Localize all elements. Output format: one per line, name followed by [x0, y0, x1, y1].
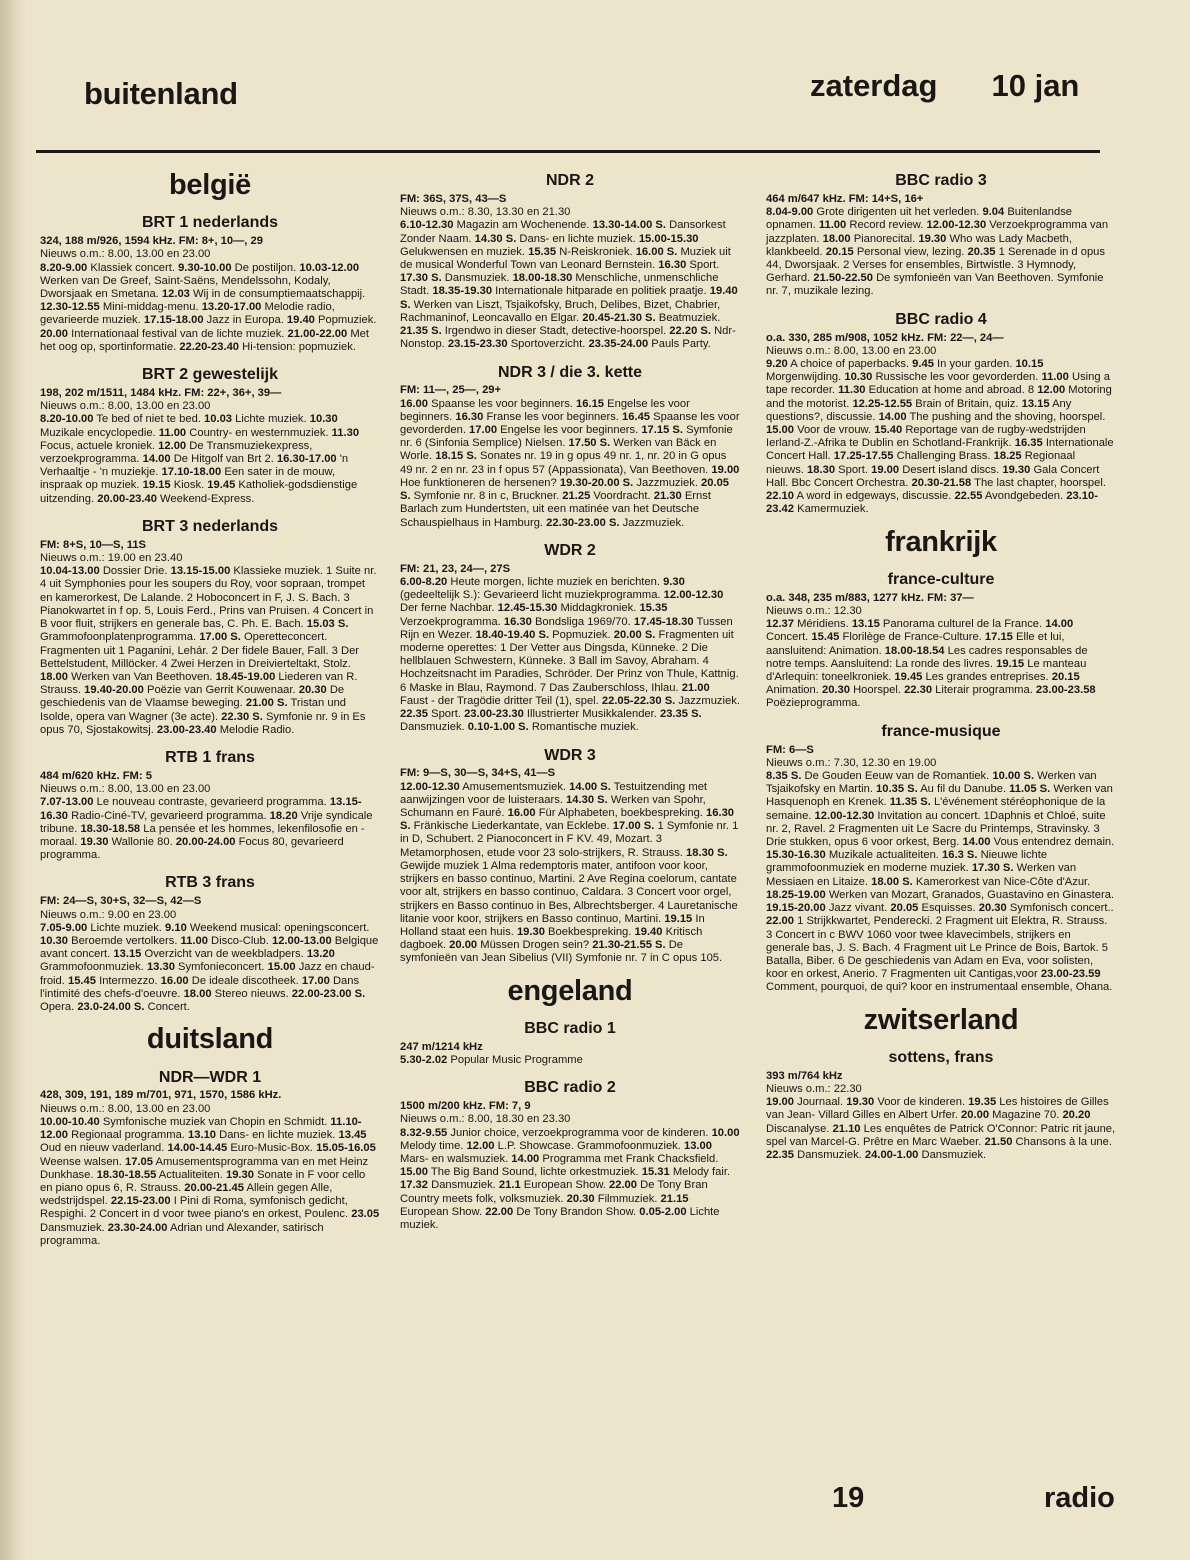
page-edge-shadow — [0, 0, 26, 1560]
news-times: Nieuws o.m.: 8.00, 13.00 en 23.00 — [40, 783, 211, 796]
station-heading: NDR—WDR 1 — [158, 1068, 262, 1086]
country-heading: belgië — [169, 169, 251, 201]
station-heading: sottens, frans — [888, 1048, 994, 1066]
frequency-line: 393 m/764 kHz — [766, 1069, 843, 1082]
programme-listing: 8.20-9.00 Klassiek concert. 9.30-10.00 De postiljon. 10.03-12.00 Werken van De Greef, Saint-Saëns, Mendelssohn, Kodaly, Dworsjaak en Smetana. 12.03 Wij in de consumptiemaatschappij. 12.30-12.55 Mini-middag-menu. 13.20-17.00 Melodie radio, gevarieerde muziek. 17.15-18.00 Jazz in Europa. 19.40 Popmuziek. 20.00 Internationaal festival van de lichte muziek. 21.00-22.00 Met het oog op, sportinformatie. 22.20-23.40 Hi-tension: popmuziek. — [40, 261, 377, 353]
frequency-line: 1500 m/200 kHz. FM: 7, 9 — [400, 1100, 531, 1113]
news-times: Nieuws o.m.: 8.00, 13.00 en 23.00 — [766, 344, 937, 357]
station-heading: BRT 2 gewestelijk — [141, 366, 279, 384]
frequency-line: FM: 24—S, 30+S, 32—S, 42—S — [40, 895, 202, 908]
programme-listing: 10.00-10.40 Symfonische muziek van Chopin en Schmidt. 11.10-12.00 Regionaal programma. 13.10 Dans- en lichte muziek. 13.45 Oud en nieuw vaderland. 14.00-14.45 Euro-Music-Box. 15.05-16.05 Weense walsen. 17.05 Amusementsprogramma van en met Heinz Dunkhase. 18.30-18.55 Actualiteiten. 19.30 Sonate in F voor cello en piano opus 6, R. Strauss. 20.00-21.45 Allein gegen Alle, wedstrijdspel. 22.15-23.00 I Pini di Roma, symfonisch gedicht, Respighi. 2 Concert in d voor twee piano's en orkest, Poulenc. 23.05 Dansmuziek. 23.30-24.00 Adrian und Alexander, satirisch programma. — [40, 1115, 380, 1247]
programme-listing: 16.00 Spaanse les voor beginners. 16.15 Engelse les voor beginners. 16.30 Franse les voor beginners. 16.45 Spaanse les voor gevorderden. 17.00 Engelse les voor beginners. 17.15 S. Symfonie nr. 6 (Sinfonia Semplice) Nielsen. 17.50 S. Werken van Bäck en Worle. 18.15 S. Sonates nr. 19 in g opus 49 nr. 1, nr. 20 in G opus 49 nr. 2 en nr. 23 in f opus 57 (Appassionata), Van Beethoven. 19.00 Hoe funktioneren de hersenen? 19.30-20.00 S. Jazzmuziek. 20.05 S. Symfonie nr. 8 in c, Bruckner. 21.25 Voordracht. 21.30 Ernst Barlach zum Hundertsten, uit een matinée van het Deutsche Schauspielhaus in Hamburg. 22.30-23.00 S. Jazzmuziek. — [400, 397, 740, 529]
programme-listing: 5.30-2.02 Popular Music Programme — [400, 1053, 583, 1066]
footer-label: radio — [1044, 1482, 1115, 1514]
programme-listing: 8.20-10.00 Te bed of niet te bed. 10.03 Lichte muziek. 10.30 Muzikale encyclopedie. 11.00 Country- en westernmuziek. 11.30 Focus, actuele kroniek. 12.00 De Transmuziekexpress, verzoekprogramma. 14.00 De Hitgolf van Brt 2. 16.30-17.00 'n Verhaaltje - 'n muziekje. 17.10-18.00 Een sater in de mouw, inspraak op muziek. 19.15 Kiosk. 19.45 Katholiek-godsdienstige uitzending. 20.00-23.40 Weekend-Express. — [40, 413, 360, 505]
station-heading: BBC radio 1 — [524, 1019, 616, 1037]
frequency-line: 247 m/1214 kHz — [400, 1040, 483, 1053]
station-heading: WDR 3 — [544, 746, 596, 764]
news-times: Nieuws o.m.: 8.30, 13.30 en 21.30 — [400, 206, 571, 219]
station-heading: BBC radio 4 — [895, 310, 987, 328]
news-times: Nieuws o.m.: 8.00, 13.00 en 23.00 — [40, 1102, 211, 1115]
programme-listing: 12.37 Méridiens. 13.15 Panorama culturel de la France. 14.00 Concert. 15.45 Florilège de France-Culture. 17.15 Elle et lui, aansluitend: Animation. 18.00-18.54 Les cadres responsables de notre temps. Aansluitend: La ronde des livres. 19.15 Le manteau d'Arlequin: toneelkroniek. 19.45 Les grandes entreprises. 20.15 Animation. 20.30 Hoorspel. 22.30 Literair programma. 23.00-23.58 Poëzieprogramma. — [766, 618, 1096, 710]
programme-listing: 8.04-9.00 Grote dirigenten uit het verleden. 9.04 Buitenlandse opnamen. 11.00 Record review. 12.00-12.30 Verzoekprogramma van jazzplaten. 18.00 Pianorecital. 19.30 Who was Lady Macbeth, klankbeeld. 20.15 Personal view, lezing. 20.35 1 Serenade in d opus 44, Dworsjaak. 2 Verses for ensembles, Birtwistle. 3 Hymnody, Gerhard. 21.50-22.50 De symfonieën van Van Beethoven. Symfonie nr. 7, muzikale lezing. — [766, 206, 1109, 298]
news-times: Nieuws o.m.: 12.30 — [766, 604, 862, 617]
frequency-line: FM: 6—S — [766, 743, 814, 756]
column-2 — [400, 160, 740, 1232]
date-label: 10 jan — [991, 68, 1080, 103]
station-heading: RTB 1 frans — [165, 749, 255, 767]
frequency-line: o.a. 330, 285 m/908, 1052 kHz. FM: 22—, 24— — [766, 331, 1004, 344]
programme-listing: 7.07-13.00 Le nouveau contraste, gevarieerd programma. 13.15-16.30 Radio-Ciné-TV, gevarieerd programma. 18.20 Vrije syndicale tribune. 18.30-18.58 La pensée et les hommes, lekenfilosofie en -moraal. 19.30 Wallonie 80. 20.00-24.00 Focus 80, gevarieerd programma. — [40, 796, 373, 862]
news-times: Nieuws o.m.: 8.00, 13.00 en 23.00 — [40, 248, 211, 261]
header-rule — [36, 150, 1100, 153]
date-header — [810, 68, 1079, 104]
programme-listing: 10.04-13.00 Dossier Drie. 13.15-15.00 Klassieke muziek. 1 Suite nr. 4 uit Symphonies pour les soupers du Roy, voor sopraan, trompet en kamerorkest, De Lalande. 2 Hoboconcert in F, J. S. Bach. 3 Pianokwartet in f op. 5, Louis Ferd., Prins van Pruisen. 4 Concert in B voor fluit, strijkers en generale bas, C. Ph. E. Bach. 15.03 S. Grammofoonplatenprogramma. 17.00 S. Operetteconcert. Fragmenten uit 1 Paganini, Lehár. 2 Der fidele Bauer, Fall. 3 Der Bettelstudent, Millöcker. 4 Zwei Herzen in Dreivierteltakt, Stolz. 18.00 Werken van Van Beethoven. 18.45-19.00 Liederen van R. Strauss. 19.40-20.00 Poëzie van Gerrit Kouwenaar. 20.30 De geschiedenis van de Vlaamse beweging. 21.00 S. Tristan und Isolde, opera van Wagner (3e acte). 22.30 S. Symfonie nr. 9 in Es opus 70, Sjostakowitsj. 23.00-23.40 Melodie Radio. — [40, 565, 377, 736]
news-times: Nieuws o.m.: 19.00 en 23.40 — [40, 552, 183, 564]
programme-listing: 7.05-9.00 Lichte muziek. 9.10 Weekend musical: openingsconcert. 10.30 Beroemde vertolkers. 11.00 Disco-Club. 12.00-13.00 Belgique avant concert. 13.15 Overzicht van de weekbladpers. 13.20 Grammofoonmuziek. 13.30 Symfonieconcert. 15.00 Jazz en chaud-froid. 15.45 Intermezzo. 16.00 De ideale discotheek. 17.00 Dans l'intimité des chefs-d'oeuvre. 18.00 Stereo nieuws. 22.00-23.00 S. Opera. 23.0-24.00 S. Concert. — [40, 921, 379, 1014]
section-title: buitenland — [84, 76, 238, 111]
news-times: Nieuws o.m.: 8.00, 18.30 en 23.30 — [400, 1113, 571, 1126]
page-number: 19 — [832, 1482, 865, 1514]
frequency-line: o.a. 348, 235 m/883, 1277 kHz. FM: 37— — [766, 591, 974, 604]
news-times: Nieuws o.m.: 8.00, 13.00 en 23.00 — [40, 400, 211, 413]
station-heading: BRT 3 nederlands — [141, 517, 279, 535]
station-heading: NDR 3 / die 3. kette — [497, 363, 643, 381]
station-heading: france-musique — [881, 722, 1001, 740]
programme-listing: 6.00-8.20 Heute morgen, lichte muziek en berichten. 9.30 (gedeeltelijk S.): Gevarieerd licht muziekprogramma. 12.00-12.30 Der ferne Nachbar. 12.45-15.30 Middagkroniek. 15.35 Verzoekprogramma. 16.30 Bondsliga 1969/70. 17.45-18.30 Tussen Rijn en Wezer. 18.40-19.40 S. Popmuziek. 20.00 S. Fragmenten uit moderne operettes: 1 Der Vetter aus Dingsda, Künneke. 2 Die hellblauen Schwestern, Künneke. 3 Ball im Savoy, Abraham. 4 Hochzeitsnacht im Paradies, Schröder. Der Prinz von Thule, Kattnig. 6 Maske in Blau, Raymond. 7 Das Zauberschloss, Ihlau. 21.00 Faust - der Tragödie dritter Teil (1), spel. 22.05-22.30 S. Jazzmuziek. 22.35 Sport. 23.00-23.30 Illustrierter Musikkalender. 23.35 S. Dansmuziek. 0.10-1.00 S. Romantische muziek. — [400, 575, 740, 734]
station-heading: WDR 2 — [544, 541, 596, 559]
frequency-line: 198, 202 m/1511, 1484 kHz. FM: 22+, 36+, 39— — [40, 386, 282, 399]
country-heading: zwitserland — [863, 1003, 1019, 1036]
programme-listing: 12.00-12.30 Amusementsmuziek. 14.00 S. Testuitzending met aanwijzingen voor de luisteraars. 14.30 S. Werken van Spohr, Schumann en Fauré. 16.00 Für Alphabeten, boekbespreking. 16.30 S. Fränkische Liederkantate, van Ecklebe. 17.00 S. 1 Symfonie nr. 1 in D, Schubert. 2 Pianoconcert in F KV. 49, Mozart. 3 Metamorphosen, etude voor 23 solo-strijkers, R. Strauss. 18.30 S. Gewijde muziek 1 Alma redemptoris mater, antifoon voor koor, strijkers en basso continuo, Martini. 2 Ave Regina coelorum, cantate voor alt, strijkers en basso continuo, Caldara. 3 Concert voor orgel, strijkers en Basso continuo in Bes, Albrechtsberger. 4 Lauretanische litanie voor koor, strijkers en Basso continuo, Martini. 19.15 In Holland staat een huis. 19.30 Boekbespreking. 19.40 Kritisch dagboek. 20.00 Müssen Drogen sein? 21.30-21.55 S. De symfonieën van Jean Sibelius (VII) Symfonie nr. 7 in C opus 105. — [400, 780, 739, 965]
news-times: Nieuws o.m.: 22.30 — [766, 1082, 862, 1095]
station-heading: france-culture — [887, 570, 995, 588]
station-heading: RTB 3 frans — [165, 874, 255, 892]
programme-listing: 8.32-9.55 Junior choice, verzoekprogramma voor de kinderen. 10.00 Melody time. 12.00 L.P. Showcase. Grammofoonmuziek. 13.00 Mars- en walsmuziek. 14.00 Programma met Frank Chacksfield. 15.00 The Big Band Sound, lichte orkestmuziek. 15.31 Melody fair. 17.32 Dansmuziek. 21.1 European Show. 22.00 De Tony Bran Country meets folk, volksmuziek. 20.30 Filmmuziek. 21.15 European Show. 22.00 De Tony Brandon Show. 0.05-2.00 Lichte muziek. — [400, 1126, 740, 1232]
country-heading: duitsland — [146, 1023, 274, 1056]
frequency-line: FM: 36S, 37S, 43—S — [400, 192, 507, 205]
programme-listing: 9.20 A choice of paperbacks. 9.45 In your garden. 10.15 Morgenwijding. 10.30 Russische les voor gevorderden. 11.00 Using a tape recorder. 11.30 Education at home and abroad. 8 12.00 Motoring and the motorist. 12.25-12.55 Brain of Britain, quiz. 13.15 Any questions?, discussie. 14.00 The pushing and the shoving, hoorspel. 15.00 Voor de vrouw. 15.40 Reportage van de rugby-wedstrijden Ierland-Z.-Afrika te Dublin en Schotland-Frankrijk. 16.35 Internationale Concert Hall. 17.25-17.55 Challenging Brass. 18.25 Regionaal nieuws. 18.30 Sport. 19.00 Desert island discs. 19.30 Gala Concert Hall. Bbc Concert Orchestra. 20.30-21.58 The last chapter, hoorspel. 22.10 A word in edgeways, discussie. 22.55 Avondgebeden. 23.10-23.42 Kamermuziek. — [766, 357, 1114, 516]
programme-listing: 8.35 S. De Gouden Eeuw van de Romantiek. 10.00 S. Werken van Tsjaikofsky en Martin. 10.35 S. Au fil du Danube. 11.05 S. Werken van Hasquenoph en Krenek. 11.35 S. L'événement stéréophonique de la semaine. 12.00-12.30 Invitation au concert. 1Daphnis et Chloé, suite nr. 2, Ravel. 2 Fragmenten uit Le Sacre du Printemps, Stravinsky. 3 Drie stukken, opus 6 voor orkest, Berg. 14.00 Vous entendrez demain. 15.30-16.30 Muzikale actualiteiten. 16.3 S. Nieuwe lichte grammofoonmuziek en moderne muziek. 17.30 S. Werken van Messiaen en Litaize. 18.00 S. Kamerorkest van Nice-Côte d'Azur. 18.25-19.00 Werken van Mozart, Granados, Guastavino en Ginastera. 19.15-20.00 Jazz vivant. 20.05 Esquisses. 20.30 Symfonisch concert.. 22.00 1 Strijkkwartet, Penderecki. 2 Fragment uit Elektra, R. Strauss. 3 Concert in c BWV 1060 voor twee klavecimbels, strijkers en generale bas, J. S. Bach. 4 Fragment uit Le Prince de Bois, Bartok. 5 Batalla, Biber. 6 De geschiedenis van Adam en Eva, voor solisten, koor en orkest, Anerio. 7 Fragmenten uit Cantigas,voor 23.00-23.59 Comment, pourquoi, de qui? koor en instrumentaal ensemble, Ohana. — [766, 769, 1115, 994]
frequency-line: 484 m/620 kHz. FM: 5 — [40, 769, 152, 782]
country-heading: frankrijk — [885, 525, 997, 558]
column-1 — [40, 160, 380, 1248]
station-heading: BBC radio 3 — [895, 172, 987, 189]
frequency-line: 428, 309, 191, 189 m/701, 971, 1570, 1586 kHz. — [40, 1089, 282, 1102]
programme-listing: 19.00 Journaal. 19.30 Voor de kinderen. 19.35 Les histoires de Gilles van Jean- Villard Gilles en Albert Urfer. 20.00 Magazine 70. 20.20 Discanalyse. 21.10 Les enquêtes de Patrick O'Connor: Patric rit jaune, spel van Marcel-G. Prêtre en Marc Waeber. 21.50 Chansons à la une. 22.35 Dansmuziek. 24.00-1.00 Dansmuziek. — [766, 1096, 1116, 1162]
news-times: Nieuws o.m.: 7.30, 12.30 en 19.00 — [766, 756, 937, 769]
station-heading: BRT 1 nederlands — [141, 214, 279, 232]
frequency-line: FM: 9—S, 30—S, 34+S, 41—S — [400, 767, 556, 780]
frequency-line: FM: 8+S, 10—S, 11S — [40, 538, 147, 551]
frequency-line: FM: 21, 23, 24—, 27S — [400, 562, 511, 575]
day-label: zaterdag — [810, 68, 938, 103]
programme-listing: 6.10-12.30 Magazin am Wochenende. 13.30-14.00 S. Dansorkest Zonder Naam. 14.30 S. Dans- en lichte muziek. 15.00-15.30 Gelukwensen en muziek. 15.35 N-Reiskroniek. 16.00 S. Muziek uit de musical Wonderful Town van Leonard Bernstein. 16.30 Sport. 17.30 S. Dansmuziek. 18.00-18.30 Menschliche, unmenschliche Stadt. 18.35-19.30 Internationale hitparade en politiek praatje. 19.40 S. Werken van Liszt, Tsjaikofsky, Bruch, Delibes, Bizet, Chabrier, Rachmaninof, Leoncavallo en Elgar. 20.45-21.30 S. Beatmuziek. 21.35 S. Irgendwo in dieser Stadt, detective-hoorspel. 22.20 S. Ndr-Nonstop. 23.15-23.30 Sportoverzicht. 23.35-24.00 Pauls Party. — [400, 219, 738, 351]
news-times: Nieuws o.m.: 9.00 en 23.00 — [40, 908, 177, 921]
column-3 — [766, 160, 1116, 1162]
frequency-line: 324, 188 m/926, 1594 kHz. FM: 8+, 10—, 29 — [40, 235, 263, 248]
station-heading: NDR 2 — [545, 172, 594, 189]
station-heading: BBC radio 2 — [524, 1079, 616, 1097]
frequency-line: 464 m/647 kHz. FM: 14+S, 16+ — [766, 192, 924, 205]
country-heading: engeland — [507, 974, 633, 1007]
frequency-line: FM: 11—, 25—, 29+ — [400, 384, 502, 397]
